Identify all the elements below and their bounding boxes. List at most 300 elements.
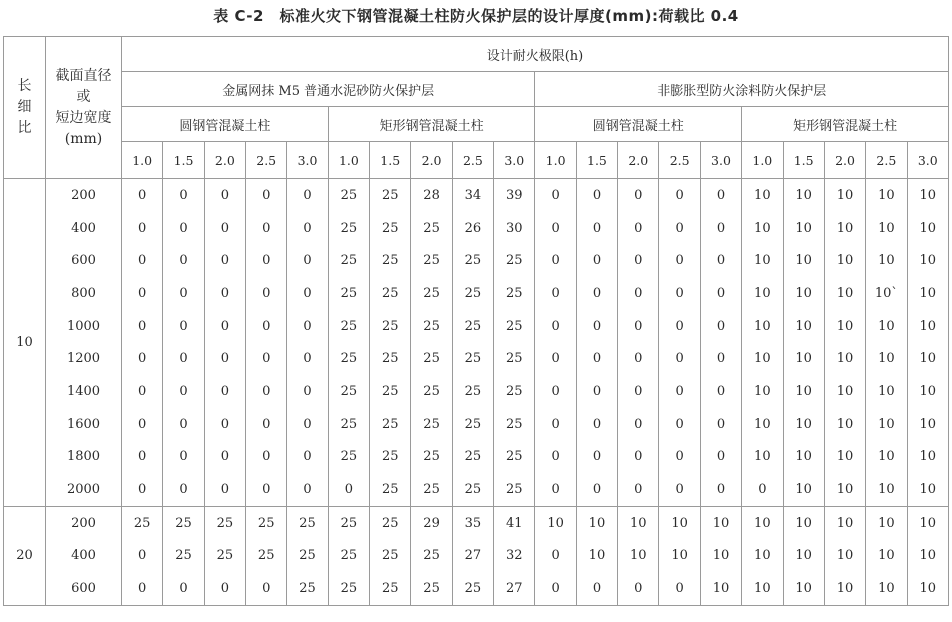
group-header-coating: 非膨胀型防火涂料防火保护层 (535, 72, 949, 107)
thickness-cell: 0 (122, 244, 163, 277)
thickness-cell: 0 (659, 277, 700, 310)
thickness-cell: 25 (328, 441, 369, 474)
hour-header: 1.5 (576, 142, 617, 179)
thickness-cell: 25 (370, 244, 411, 277)
thickness-cell: 25 (370, 212, 411, 245)
thickness-cell: 0 (659, 473, 700, 506)
thickness-cell: 0 (287, 473, 328, 506)
thickness-cell: 10 (783, 572, 824, 605)
thickness-cell: 0 (246, 375, 287, 408)
table-row (4, 277, 949, 310)
thickness-cell: 10 (742, 310, 783, 343)
thickness-cell: 0 (700, 375, 741, 408)
dimension-cell: 200 (46, 506, 122, 539)
thickness-cell: 25 (452, 310, 493, 343)
thickness-cell: 0 (246, 310, 287, 343)
thickness-cell: 0 (535, 244, 576, 277)
thickness-cell: 0 (287, 375, 328, 408)
thickness-cell: 10 (866, 375, 907, 408)
thickness-cell: 41 (494, 506, 535, 539)
thickness-cell: 10 (907, 473, 948, 506)
thickness-cell: 10 (742, 540, 783, 573)
fire-limit-header: 设计耐火极限(h) (122, 37, 949, 72)
thickness-cell: 10 (824, 244, 865, 277)
thickness-cell: 10 (824, 506, 865, 539)
thickness-cell: 10 (907, 408, 948, 441)
thickness-cell: 0 (163, 375, 204, 408)
thickness-cell: 10 (618, 540, 659, 573)
thickness-cell: 0 (576, 244, 617, 277)
thickness-cell: 25 (452, 572, 493, 605)
thickness-cell: 35 (452, 506, 493, 539)
thickness-cell: 0 (246, 408, 287, 441)
thickness-cell: 25 (370, 310, 411, 343)
thickness-cell: 0 (204, 408, 245, 441)
thickness-cell: 0 (535, 572, 576, 605)
thickness-cell: 0 (535, 540, 576, 573)
thickness-cell: 10 (742, 277, 783, 310)
thickness-cell: 0 (576, 408, 617, 441)
thickness-cell: 0 (122, 473, 163, 506)
thickness-cell: 0 (700, 342, 741, 375)
thickness-cell: 10 (618, 506, 659, 539)
thickness-cell: 0 (576, 212, 617, 245)
thickness-cell: 25 (370, 375, 411, 408)
table-row (4, 342, 949, 375)
thickness-cell: 10` (866, 277, 907, 310)
thickness-cell: 0 (576, 473, 617, 506)
thickness-cell: 0 (163, 310, 204, 343)
thickness-cell: 10 (907, 277, 948, 310)
thickness-cell: 10 (824, 408, 865, 441)
thickness-cell: 0 (659, 244, 700, 277)
thickness-cell: 0 (163, 572, 204, 605)
thickness-cell: 0 (246, 212, 287, 245)
dimension-cell: 600 (46, 244, 122, 277)
thickness-cell: 0 (287, 179, 328, 212)
thickness-cell: 0 (576, 375, 617, 408)
thickness-cell: 0 (535, 212, 576, 245)
thickness-cell: 0 (576, 572, 617, 605)
thickness-cell: 0 (163, 277, 204, 310)
thickness-cell: 10 (866, 342, 907, 375)
table-row (4, 540, 949, 573)
thickness-cell: 10 (783, 310, 824, 343)
thickness-cell: 25 (411, 441, 452, 474)
thickness-cell: 0 (163, 244, 204, 277)
thickness-cell: 0 (700, 408, 741, 441)
thickness-cell: 0 (700, 310, 741, 343)
thickness-cell: 25 (494, 375, 535, 408)
hour-header: 1.0 (122, 142, 163, 179)
thickness-cell: 0 (204, 572, 245, 605)
thickness-cell: 0 (659, 441, 700, 474)
thickness-cell: 25 (370, 179, 411, 212)
thickness-cell: 10 (824, 342, 865, 375)
thickness-cell: 0 (700, 212, 741, 245)
thickness-cell: 25 (163, 506, 204, 539)
thickness-cell: 25 (370, 277, 411, 310)
thickness-cell: 25 (287, 572, 328, 605)
thickness-cell: 0 (122, 342, 163, 375)
slenderness-header (4, 37, 46, 179)
thickness-cell: 10 (824, 375, 865, 408)
thickness-cell: 25 (328, 277, 369, 310)
thickness-cell: 25 (328, 572, 369, 605)
thickness-cell: 25 (411, 540, 452, 573)
thickness-cell: 25 (411, 310, 452, 343)
thickness-cell: 0 (122, 572, 163, 605)
thickness-cell: 0 (246, 473, 287, 506)
hour-header: 2.5 (452, 142, 493, 179)
thickness-cell: 25 (246, 540, 287, 573)
thickness-cell: 0 (535, 310, 576, 343)
thickness-cell: 25 (328, 244, 369, 277)
dimension-cell: 1200 (46, 342, 122, 375)
thickness-cell: 0 (122, 540, 163, 573)
table-row (4, 179, 949, 212)
thickness-cell: 25 (163, 540, 204, 573)
thickness-cell: 10 (866, 572, 907, 605)
thickness-cell: 0 (287, 342, 328, 375)
dimension-cell: 1600 (46, 408, 122, 441)
thickness-cell: 25 (370, 572, 411, 605)
thickness-cell: 0 (163, 342, 204, 375)
thickness-cell: 0 (659, 375, 700, 408)
thickness-cell: 0 (163, 212, 204, 245)
subgroup-header: 矩形钢管混凝土柱 (742, 107, 949, 142)
dimension-cell: 2000 (46, 473, 122, 506)
table-row (4, 441, 949, 474)
thickness-cell: 25 (452, 375, 493, 408)
thickness-cell: 10 (783, 342, 824, 375)
thickness-cell: 10 (907, 572, 948, 605)
thickness-cell: 0 (163, 473, 204, 506)
thickness-cell: 25 (494, 473, 535, 506)
thickness-cell: 0 (204, 441, 245, 474)
thickness-cell: 0 (700, 244, 741, 277)
thickness-cell: 10 (742, 441, 783, 474)
dimension-header-line: 或 (76, 88, 91, 105)
thickness-cell: 25 (452, 277, 493, 310)
thickness-cell: 0 (618, 342, 659, 375)
thickness-cell: 0 (618, 212, 659, 245)
thickness-cell: 0 (204, 244, 245, 277)
thickness-cell: 10 (742, 408, 783, 441)
thickness-cell: 0 (618, 441, 659, 474)
dimension-header-line: (mm) (64, 130, 103, 147)
thickness-cell: 10 (907, 375, 948, 408)
thickness-cell: 10 (907, 540, 948, 573)
thickness-cell: 0 (659, 212, 700, 245)
thickness-cell: 0 (618, 408, 659, 441)
thickness-cell: 10 (783, 244, 824, 277)
thickness-cell: 10 (824, 540, 865, 573)
table-row (4, 506, 949, 539)
thickness-cell: 25 (204, 540, 245, 573)
thickness-cell: 25 (452, 473, 493, 506)
thickness-cell: 39 (494, 179, 535, 212)
thickness-cell: 0 (618, 179, 659, 212)
thickness-cell: 10 (783, 408, 824, 441)
thickness-cell: 0 (204, 277, 245, 310)
thickness-cell: 25 (370, 441, 411, 474)
thickness-cell: 0 (618, 244, 659, 277)
thickness-cell: 10 (866, 441, 907, 474)
thickness-cell: 25 (411, 572, 452, 605)
thickness-cell: 25 (328, 540, 369, 573)
hour-header: 3.0 (907, 142, 948, 179)
thickness-cell: 0 (122, 310, 163, 343)
thickness-cell: 25 (328, 408, 369, 441)
hour-header: 3.0 (700, 142, 741, 179)
thickness-cell: 0 (122, 212, 163, 245)
thickness-cell: 25 (411, 375, 452, 408)
thickness-cell: 0 (246, 572, 287, 605)
hour-header: 2.0 (204, 142, 245, 179)
thickness-cell: 27 (494, 572, 535, 605)
thickness-cell: 0 (700, 179, 741, 212)
thickness-cell: 0 (163, 441, 204, 474)
thickness-cell: 32 (494, 540, 535, 573)
thickness-cell: 10 (824, 277, 865, 310)
thickness-cell: 26 (452, 212, 493, 245)
thickness-cell: 0 (204, 179, 245, 212)
thickness-cell: 10 (907, 179, 948, 212)
slenderness-cell: 10 (4, 179, 46, 507)
thickness-cell: 25 (328, 310, 369, 343)
table-row (4, 473, 949, 506)
hour-header: 2.0 (618, 142, 659, 179)
thickness-cell: 0 (122, 277, 163, 310)
dimension-cell: 1800 (46, 441, 122, 474)
thickness-cell: 10 (907, 310, 948, 343)
thickness-cell: 25 (411, 473, 452, 506)
thickness-cell: 0 (246, 277, 287, 310)
thickness-cell: 30 (494, 212, 535, 245)
thickness-cell: 0 (659, 310, 700, 343)
thickness-cell: 0 (246, 244, 287, 277)
hour-header: 1.0 (328, 142, 369, 179)
thickness-cell: 10 (866, 179, 907, 212)
thickness-cell: 0 (287, 408, 328, 441)
subgroup-header: 圆钢管混凝土柱 (535, 107, 742, 142)
hour-header: 1.0 (535, 142, 576, 179)
table-row (4, 212, 949, 245)
thickness-cell: 0 (742, 473, 783, 506)
thickness-cell: 0 (204, 212, 245, 245)
thickness-cell: 0 (618, 277, 659, 310)
thickness-cell: 0 (122, 179, 163, 212)
dimension-cell: 200 (46, 179, 122, 212)
thickness-cell: 0 (535, 408, 576, 441)
thickness-cell: 10 (866, 506, 907, 539)
hour-header: 1.5 (370, 142, 411, 179)
thickness-cell: 0 (576, 441, 617, 474)
thickness-cell: 25 (122, 506, 163, 539)
thickness-cell: 25 (411, 342, 452, 375)
hour-header: 1.5 (163, 142, 204, 179)
thickness-cell: 10 (783, 277, 824, 310)
thickness-cell: 10 (742, 244, 783, 277)
table-title: 表 C-2 标准火灾下钢管混凝土柱防火保护层的设计厚度(mm):荷载比 0.4 (213, 7, 739, 25)
thickness-cell: 10 (783, 506, 824, 539)
thickness-cell: 10 (783, 473, 824, 506)
hour-header: 2.5 (866, 142, 907, 179)
slenderness-header-char: 比 (17, 120, 32, 136)
thickness-cell: 10 (783, 540, 824, 573)
table-row (4, 310, 949, 343)
dimension-cell: 400 (46, 540, 122, 573)
table-row (4, 572, 949, 605)
thickness-cell: 10 (700, 540, 741, 573)
thickness-cell: 0 (287, 277, 328, 310)
thickness-cell: 10 (659, 506, 700, 539)
thickness-cell: 0 (700, 473, 741, 506)
dimension-cell: 800 (46, 277, 122, 310)
dimension-cell: 400 (46, 212, 122, 245)
thickness-cell: 25 (494, 342, 535, 375)
thickness-cell: 0 (535, 473, 576, 506)
thickness-cell: 10 (783, 375, 824, 408)
thickness-cell: 25 (370, 408, 411, 441)
thickness-cell: 10 (824, 441, 865, 474)
thickness-cell: 25 (328, 375, 369, 408)
thickness-cell: 25 (494, 244, 535, 277)
thickness-cell: 10 (824, 572, 865, 605)
thickness-cell: 0 (618, 473, 659, 506)
thickness-cell: 0 (576, 310, 617, 343)
thickness-cell: 29 (411, 506, 452, 539)
thickness-cell: 0 (535, 277, 576, 310)
thickness-cell: 0 (122, 408, 163, 441)
thickness-cell: 10 (907, 441, 948, 474)
thickness-cell: 27 (452, 540, 493, 573)
thickness-cell: 25 (370, 473, 411, 506)
thickness-cell: 25 (494, 441, 535, 474)
dimension-header-line: 截面直径 (55, 67, 112, 84)
hour-header: 2.5 (659, 142, 700, 179)
thickness-cell: 25 (452, 342, 493, 375)
thickness-cell: 0 (122, 441, 163, 474)
thickness-cell: 10 (866, 212, 907, 245)
thickness-cell: 10 (742, 572, 783, 605)
hour-header: 2.0 (824, 142, 865, 179)
thickness-cell: 0 (618, 572, 659, 605)
thickness-cell: 0 (659, 408, 700, 441)
thickness-cell: 0 (618, 375, 659, 408)
thickness-cell: 0 (576, 179, 617, 212)
thickness-cell: 10 (742, 212, 783, 245)
thickness-cell: 10 (742, 506, 783, 539)
thickness-cell: 10 (700, 572, 741, 605)
hour-header: 2.0 (411, 142, 452, 179)
thickness-cell: 0 (618, 310, 659, 343)
subgroup-header: 矩形钢管混凝土柱 (328, 107, 535, 142)
thickness-cell: 10 (866, 473, 907, 506)
thickness-cell: 0 (287, 310, 328, 343)
thickness-cell: 25 (452, 408, 493, 441)
thickness-cell: 0 (659, 572, 700, 605)
table-row (4, 375, 949, 408)
thickness-cell: 25 (411, 277, 452, 310)
thickness-cell: 0 (700, 277, 741, 310)
table-row (4, 408, 949, 441)
thickness-cell: 25 (411, 408, 452, 441)
table-row (4, 244, 949, 277)
thickness-cell: 25 (494, 277, 535, 310)
thickness-cell: 10 (866, 244, 907, 277)
thickness-cell: 10 (783, 212, 824, 245)
thickness-cell: 25 (494, 408, 535, 441)
thickness-cell: 25 (246, 506, 287, 539)
thickness-cell: 25 (370, 342, 411, 375)
thickness-cell: 0 (246, 441, 287, 474)
thickness-cell: 10 (535, 506, 576, 539)
thickness-cell: 10 (783, 441, 824, 474)
thickness-cell: 10 (824, 473, 865, 506)
thickness-cell: 10 (742, 342, 783, 375)
hour-header: 3.0 (287, 142, 328, 179)
thickness-cell: 0 (659, 342, 700, 375)
thickness-cell: 10 (576, 506, 617, 539)
thickness-cell: 28 (411, 179, 452, 212)
thickness-cell: 25 (328, 342, 369, 375)
thickness-cell: 10 (824, 310, 865, 343)
dimension-cell: 1000 (46, 310, 122, 343)
thickness-cell: 10 (576, 540, 617, 573)
thickness-cell: 10 (907, 506, 948, 539)
dimension-cell: 600 (46, 572, 122, 605)
thickness-cell: 0 (122, 375, 163, 408)
thickness-cell: 25 (328, 212, 369, 245)
thickness-cell: 25 (287, 540, 328, 573)
thickness-cell: 25 (328, 179, 369, 212)
fire-protection-table (3, 36, 949, 606)
thickness-cell: 0 (535, 375, 576, 408)
thickness-cell: 10 (866, 408, 907, 441)
thickness-cell: 25 (452, 244, 493, 277)
thickness-cell: 0 (700, 441, 741, 474)
thickness-cell: 10 (700, 506, 741, 539)
thickness-cell: 10 (824, 212, 865, 245)
thickness-cell: 10 (907, 342, 948, 375)
thickness-cell: 10 (783, 179, 824, 212)
thickness-cell: 0 (659, 179, 700, 212)
dimension-header-line: 短边宽度 (55, 109, 112, 126)
thickness-cell: 10 (907, 212, 948, 245)
thickness-cell: 25 (411, 212, 452, 245)
thickness-cell: 25 (452, 441, 493, 474)
thickness-cell: 25 (370, 506, 411, 539)
thickness-cell: 0 (204, 473, 245, 506)
thickness-cell: 25 (370, 540, 411, 573)
hour-header: 1.5 (783, 142, 824, 179)
group-header-mortar: 金属网抹 M5 普通水泥砂防火保护层 (122, 72, 535, 107)
thickness-cell: 0 (163, 179, 204, 212)
thickness-cell: 0 (204, 342, 245, 375)
thickness-cell: 34 (452, 179, 493, 212)
hour-header: 3.0 (494, 142, 535, 179)
thickness-cell: 25 (411, 244, 452, 277)
hour-header: 1.0 (742, 142, 783, 179)
thickness-cell: 10 (742, 179, 783, 212)
thickness-cell: 0 (576, 342, 617, 375)
thickness-cell: 0 (287, 441, 328, 474)
dimension-cell: 1400 (46, 375, 122, 408)
thickness-cell: 10 (824, 179, 865, 212)
subgroup-header: 圆钢管混凝土柱 (122, 107, 329, 142)
